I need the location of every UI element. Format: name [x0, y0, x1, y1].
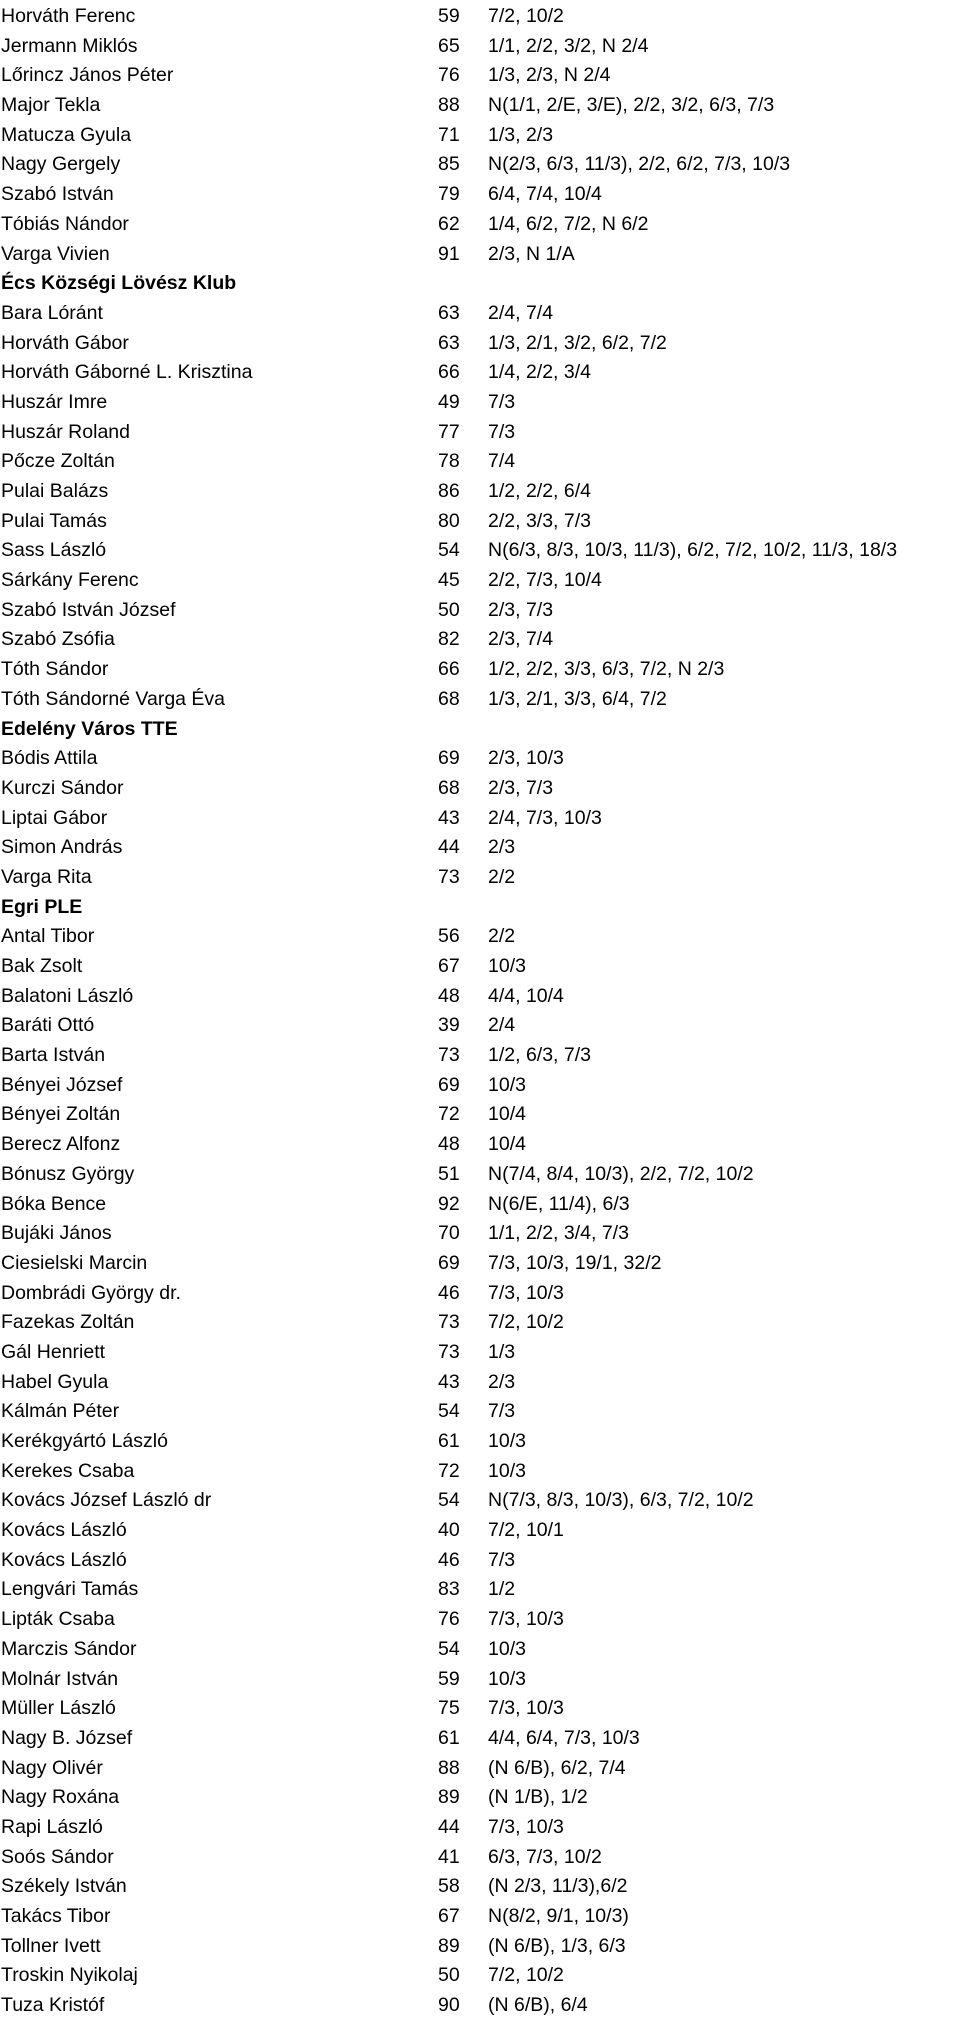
shooter-results: 2/2, 7/3, 10/4: [488, 569, 602, 592]
shooter-row: [0, 1516, 960, 1546]
shooter-results: 1/3, 2/3, N 2/4: [488, 64, 611, 87]
shooter-row: [0, 655, 960, 685]
shooter-results: N(2/3, 6/3, 11/3), 2/2, 6/2, 7/3, 10/3: [488, 153, 791, 176]
shooter-results: 7/3: [488, 1400, 516, 1423]
shooter-score: 76: [438, 64, 460, 87]
shooter-results: 6/4, 7/4, 10/4: [488, 183, 602, 206]
shooter-name: Sárkány Ferenc: [1, 569, 139, 592]
shooter-row: [0, 1397, 960, 1427]
shooter-name: Kálmán Péter: [1, 1400, 120, 1423]
shooter-score: 89: [438, 1786, 460, 1809]
shooter-row: [0, 1813, 960, 1843]
shooter-score: 54: [438, 1400, 460, 1423]
shooter-score: 44: [438, 1815, 460, 1838]
shooter-score: 46: [438, 1548, 460, 1571]
shooter-results: 7/3, 10/3: [488, 1608, 564, 1631]
shooter-results: 2/3: [488, 836, 516, 859]
shooter-score: 69: [438, 747, 460, 770]
shooter-score: 43: [438, 1370, 460, 1393]
shooter-name: Troskin Nyikolaj: [1, 1964, 138, 1987]
shooter-results: 2/4, 7/3, 10/3: [488, 806, 602, 829]
shooter-score: 58: [438, 1875, 460, 1898]
shooter-name: Huszár Roland: [1, 420, 130, 443]
shooter-results: 2/2, 3/3, 7/3: [488, 509, 591, 532]
shooter-name: Jermann Miklós: [1, 34, 138, 57]
shooter-results: N(6/3, 8/3, 10/3, 11/3), 6/2, 7/2, 10/2, 11/3, 18/3: [488, 539, 898, 562]
shooter-results: 1/4, 6/2, 7/2, N 6/2: [488, 212, 649, 235]
shooter-name: Tóth Sándorné Varga Éva: [1, 687, 226, 710]
shooter-results: 7/3, 10/3: [488, 1281, 564, 1304]
shooter-row: [0, 685, 960, 715]
shooter-results: 2/3: [488, 1370, 516, 1393]
shooter-results: 2/3, 7/3: [488, 598, 554, 621]
shooter-row: [0, 477, 960, 507]
shooter-name: Lipták Csaba: [1, 1608, 115, 1631]
shooter-row: [0, 863, 960, 893]
shooter-name: Varga Vivien: [1, 242, 110, 265]
shooter-row: [0, 121, 960, 151]
club-name: Egri PLE: [1, 895, 83, 918]
shooter-results: 2/2: [488, 925, 516, 948]
shooter-score: 48: [438, 1133, 460, 1156]
shooter-score: 68: [438, 687, 460, 710]
shooter-name: Bónusz György: [1, 1162, 135, 1185]
shooter-name: Bényei Zoltán: [1, 1103, 121, 1126]
club-heading-row: [0, 893, 960, 923]
shooter-results: 1/1, 2/2, 3/4, 7/3: [488, 1222, 629, 1245]
shooter-score: 56: [438, 925, 460, 948]
shooter-name: Tuza Kristóf: [1, 1994, 105, 2017]
shooter-row: [0, 61, 960, 91]
shooter-results: N(6/E, 11/4), 6/3: [488, 1192, 630, 1215]
shooter-row: [0, 2, 960, 32]
club-heading-row: [0, 269, 960, 299]
shooter-row: [0, 1635, 960, 1665]
shooter-results: 7/2, 10/2: [488, 1311, 564, 1334]
shooter-score: 72: [438, 1459, 460, 1482]
shooter-name: Pőcze Zoltán: [1, 450, 115, 473]
shooter-row: [0, 1219, 960, 1249]
shooter-results: 10/4: [488, 1133, 526, 1156]
shooter-row: [0, 1902, 960, 1932]
shooter-name: Barta István: [1, 1044, 106, 1067]
shooter-row: [0, 625, 960, 655]
shooter-name: Bujáki János: [1, 1222, 112, 1245]
club-heading-row: [0, 715, 960, 745]
shooter-results: 10/3: [488, 1667, 526, 1690]
shooter-score: 66: [438, 658, 460, 681]
shooter-results: 10/3: [488, 1430, 526, 1452]
shooter-name: Kerekes Csaba: [1, 1459, 135, 1482]
shooter-results: 1/3: [488, 1340, 516, 1363]
shooter-row: [0, 1783, 960, 1813]
shooter-results: 7/2, 10/1: [488, 1519, 564, 1542]
shooter-name: Lőrincz János Péter: [1, 64, 174, 87]
shooter-name: Ciesielski Marcin: [1, 1251, 148, 1274]
shooter-name: Horváth Ferenc: [1, 5, 136, 27]
shooter-score: 65: [438, 34, 460, 57]
shooter-score: 59: [438, 1667, 460, 1690]
shooter-score: 89: [438, 1934, 460, 1957]
shooter-score: 73: [438, 1340, 460, 1363]
shooter-results: 7/3, 10/3: [488, 1697, 564, 1720]
shooter-results: 10/3: [488, 1073, 526, 1096]
shooter-row: [0, 1991, 960, 2021]
shooter-row: [0, 329, 960, 359]
shooter-row: [0, 1694, 960, 1724]
shooter-score: 45: [438, 569, 460, 592]
shooter-results: 1/2: [488, 1578, 516, 1601]
shooter-score: 44: [438, 836, 460, 859]
shooter-score: 41: [438, 1845, 460, 1868]
shooter-name: Bara Lóránt: [1, 301, 103, 324]
shooter-score: 67: [438, 955, 460, 977]
shooter-name: Bak Zsolt: [1, 955, 83, 977]
shooter-name: Horváth Gábor: [1, 331, 129, 354]
shooter-name: Matucza Gyula: [1, 123, 132, 146]
shooter-score: 91: [438, 242, 460, 265]
shooter-row: [0, 1041, 960, 1071]
shooter-row: [0, 240, 960, 270]
shooter-score: 88: [438, 1756, 460, 1779]
shooter-name: Nagy Gergely: [1, 153, 121, 176]
shooter-name: Nagy B. József: [1, 1726, 133, 1749]
shooter-results: 10/3: [488, 1637, 526, 1660]
shooter-name: Sass László: [1, 539, 107, 562]
shooter-results: (N 6/B), 6/2, 7/4: [488, 1756, 626, 1779]
shooter-row: [0, 1160, 960, 1190]
shooter-score: 73: [438, 1311, 460, 1334]
shooter-name: Müller László: [1, 1697, 116, 1720]
shooter-name: Simon András: [1, 836, 123, 859]
shooter-row: [0, 1071, 960, 1101]
shooter-results: 7/3, 10/3, 19/1, 32/2: [488, 1251, 662, 1274]
shooter-row: [0, 536, 960, 566]
shooter-row: [0, 804, 960, 834]
shooter-name: Balatoni László: [1, 984, 134, 1007]
shooter-row: [0, 388, 960, 418]
shooter-results: (N 6/B), 1/3, 6/3: [488, 1934, 626, 1957]
shooter-results: 1/3, 2/1, 3/3, 6/4, 7/2: [488, 687, 667, 710]
shooter-row: [0, 1546, 960, 1576]
shooter-score: 72: [438, 1103, 460, 1126]
shooter-score: 40: [438, 1519, 460, 1542]
shooter-score: 59: [438, 5, 460, 27]
shooter-results: 2/4: [488, 1014, 516, 1037]
shooter-name: Bóka Bence: [1, 1192, 107, 1215]
shooter-name: Tollner Ivett: [1, 1934, 101, 1957]
shooter-name: Berecz Alfonz: [1, 1133, 121, 1156]
shooter-name: Tóbiás Nándor: [1, 212, 129, 235]
shooter-score: 79: [438, 183, 460, 206]
shooter-score: 54: [438, 1489, 460, 1512]
shooter-name: Soós Sándor: [1, 1845, 114, 1868]
shooter-row: [0, 1308, 960, 1338]
shooter-name: Kovács József László dr: [1, 1489, 212, 1512]
shooter-results: 1/3, 2/1, 3/2, 6/2, 7/2: [488, 331, 667, 354]
shooter-name: Huszár Imre: [1, 390, 108, 413]
shooter-results: N(7/3, 8/3, 10/3), 6/3, 7/2, 10/2: [488, 1489, 754, 1512]
shooter-score: 43: [438, 806, 460, 829]
shooter-score: 70: [438, 1222, 460, 1245]
shooter-name: Marczis Sándor: [1, 1637, 137, 1660]
shooter-row: [0, 922, 960, 952]
shooter-row: [0, 358, 960, 388]
shooter-score: 82: [438, 628, 460, 651]
shooter-name: Antal Tibor: [1, 925, 95, 948]
shooter-row: [0, 833, 960, 863]
shooter-row: [0, 1754, 960, 1784]
shooter-row: [0, 91, 960, 121]
shooter-row: [0, 982, 960, 1012]
shooter-score: 51: [438, 1162, 460, 1185]
shooter-results: 7/3: [488, 1548, 516, 1571]
shooter-score: 73: [438, 865, 460, 888]
shooter-score: 39: [438, 1014, 460, 1037]
shooter-results: 7/3: [488, 420, 516, 443]
shooter-score: 76: [438, 1608, 460, 1631]
shooter-results: 2/2: [488, 865, 516, 888]
shooter-score: 61: [438, 1726, 460, 1749]
shooter-row: [0, 1961, 960, 1991]
shooter-row: [0, 1665, 960, 1695]
shooter-row: [0, 952, 960, 982]
shooter-row: [0, 1190, 960, 1220]
shooter-name: Gál Henriett: [1, 1340, 106, 1363]
shooter-score: 73: [438, 1044, 460, 1067]
shooter-score: 80: [438, 509, 460, 532]
shooter-results: 2/3, 10/3: [488, 747, 564, 770]
shooter-name: Major Tekla: [1, 94, 101, 117]
shooter-name: Takács Tibor: [1, 1905, 111, 1927]
shooter-name: Pulai Balázs: [1, 480, 109, 502]
shooter-row: [0, 1724, 960, 1754]
shooter-results: 7/3, 10/3: [488, 1815, 564, 1838]
shooter-results: N(7/4, 8/4, 10/3), 2/2, 7/2, 10/2: [488, 1162, 754, 1185]
shooter-row: [0, 1249, 960, 1279]
shooter-results: 2/3, 7/4: [488, 628, 554, 651]
shooter-results: (N 6/B), 6/4: [488, 1994, 588, 2017]
shooter-row: [0, 1338, 960, 1368]
shooter-score: 67: [438, 1905, 460, 1927]
shooter-name: Kerékgyártó László: [1, 1430, 168, 1452]
shooter-results: 7/2, 10/2: [488, 1964, 564, 1987]
shooter-results: 10/3: [488, 955, 526, 977]
shooter-score: 66: [438, 361, 460, 384]
shooter-name: Székely István: [1, 1875, 127, 1898]
shooter-results: 6/3, 7/3, 10/2: [488, 1845, 602, 1868]
shooter-name: Bényei József: [1, 1073, 123, 1096]
shooter-name: Tóth Sándor: [1, 658, 109, 681]
shooter-score: 48: [438, 984, 460, 1007]
shooter-score: 54: [438, 1637, 460, 1660]
shooter-row: [0, 1100, 960, 1130]
shooter-score: 90: [438, 1994, 460, 2017]
shooter-results: (N 1/B), 1/2: [488, 1786, 588, 1809]
shooter-row: [0, 1427, 960, 1457]
shooter-score: 69: [438, 1073, 460, 1096]
shooter-row: [0, 1575, 960, 1605]
shooter-name: Szabó István József: [1, 598, 176, 621]
shooter-results: N(8/2, 9/1, 10/3): [488, 1905, 629, 1927]
shooter-name: Molnár István: [1, 1667, 119, 1690]
shooter-results: 2/3, N 1/A: [488, 242, 575, 265]
shooter-name: Bódis Attila: [1, 747, 98, 770]
shooter-results: 7/2, 10/2: [488, 5, 564, 27]
shooter-row: [0, 210, 960, 240]
shooter-score: 71: [438, 123, 460, 146]
shooter-name: Lengvári Tamás: [1, 1578, 139, 1601]
shooter-row: [0, 1457, 960, 1487]
shooter-score: 54: [438, 539, 460, 562]
shooter-row: [0, 447, 960, 477]
shooter-row: [0, 507, 960, 537]
shooter-results: 2/4, 7/4: [488, 301, 554, 324]
shooter-results: 4/4, 6/4, 7/3, 10/3: [488, 1726, 640, 1749]
shooter-row: [0, 774, 960, 804]
club-name: Écs Községi Lövész Klub: [1, 272, 237, 295]
shooter-name: Nagy Roxána: [1, 1786, 120, 1809]
shooter-score: 61: [438, 1430, 460, 1452]
shooter-results: 4/4, 10/4: [488, 984, 564, 1007]
shooter-results: 1/3, 2/3: [488, 123, 554, 146]
shooter-name: Dombrádi György dr.: [1, 1281, 181, 1304]
shooter-row: [0, 418, 960, 448]
shooter-name: Szabó Zsófia: [1, 628, 115, 651]
shooter-row: [0, 596, 960, 626]
shooter-row: [0, 1872, 960, 1902]
shooter-row: [0, 1130, 960, 1160]
shooter-score: 69: [438, 1251, 460, 1274]
shooter-row: [0, 180, 960, 210]
shooter-row: [0, 566, 960, 596]
shooter-row: [0, 1486, 960, 1516]
shooter-score: 63: [438, 331, 460, 354]
shooter-score: 50: [438, 1964, 460, 1987]
shooter-name: Fazekas Zoltán: [1, 1311, 135, 1334]
shooter-score: 83: [438, 1578, 460, 1601]
shooter-name: Horváth Gáborné L. Krisztina: [1, 361, 253, 384]
shooter-row: [0, 1279, 960, 1309]
shooter-row: [0, 1843, 960, 1873]
shooter-results: 7/3: [488, 390, 516, 413]
shooter-score: 86: [438, 480, 460, 502]
shooter-name: Pulai Tamás: [1, 509, 107, 532]
shooter-name: Nagy Olivér: [1, 1756, 103, 1779]
shooter-name: Varga Rita: [1, 865, 92, 888]
shooter-score: 63: [438, 301, 460, 324]
shooter-row: [0, 1368, 960, 1398]
shooter-results: 1/2, 6/3, 7/3: [488, 1044, 591, 1067]
shooter-row: [0, 1011, 960, 1041]
shooter-score: 68: [438, 776, 460, 799]
shooter-row: [0, 1932, 960, 1962]
shooter-results: 1/2, 2/2, 3/3, 6/3, 7/2, N 2/3: [488, 658, 725, 681]
shooter-score: 88: [438, 94, 460, 117]
shooter-results: 7/4: [488, 450, 516, 473]
shooter-score: 75: [438, 1697, 460, 1720]
shooter-results: 2/3, 7/3: [488, 776, 554, 799]
shooter-score: 62: [438, 212, 460, 235]
club-name: Edelény Város TTE: [1, 717, 178, 740]
shooter-score: 46: [438, 1281, 460, 1304]
shooter-results: 1/1, 2/2, 3/2, N 2/4: [488, 34, 649, 57]
shooter-row: [0, 299, 960, 329]
shooter-results: N(1/1, 2/E, 3/E), 2/2, 3/2, 6/3, 7/3: [488, 94, 775, 117]
shooter-name: Kurczi Sándor: [1, 776, 124, 799]
shooter-results: 10/3: [488, 1459, 526, 1482]
shooter-name: Rapi László: [1, 1815, 103, 1838]
shooter-results: 10/4: [488, 1103, 526, 1126]
shooter-name: Szabó István: [1, 183, 114, 206]
shooter-row: [0, 150, 960, 180]
shooter-score: 49: [438, 390, 460, 413]
shooter-name: Liptai Gábor: [1, 806, 108, 829]
shooter-results: 1/4, 2/2, 3/4: [488, 361, 591, 384]
shooter-results: (N 2/3, 11/3),6/2: [488, 1875, 628, 1898]
shooter-name: Kovács László: [1, 1519, 127, 1542]
shooter-results: 1/2, 2/2, 6/4: [488, 480, 591, 502]
shooter-row: [0, 1605, 960, 1635]
shooter-name: Kovács László: [1, 1548, 127, 1571]
shooter-name: Habel Gyula: [1, 1370, 109, 1393]
shooter-row: [0, 32, 960, 62]
shooter-name: Baráti Ottó: [1, 1014, 95, 1037]
shooter-score: 85: [438, 153, 460, 176]
shooter-score: 78: [438, 450, 460, 473]
shooter-row: [0, 744, 960, 774]
shooter-score: 92: [438, 1192, 460, 1215]
shooter-score: 50: [438, 598, 460, 621]
shooter-score: 77: [438, 420, 460, 443]
